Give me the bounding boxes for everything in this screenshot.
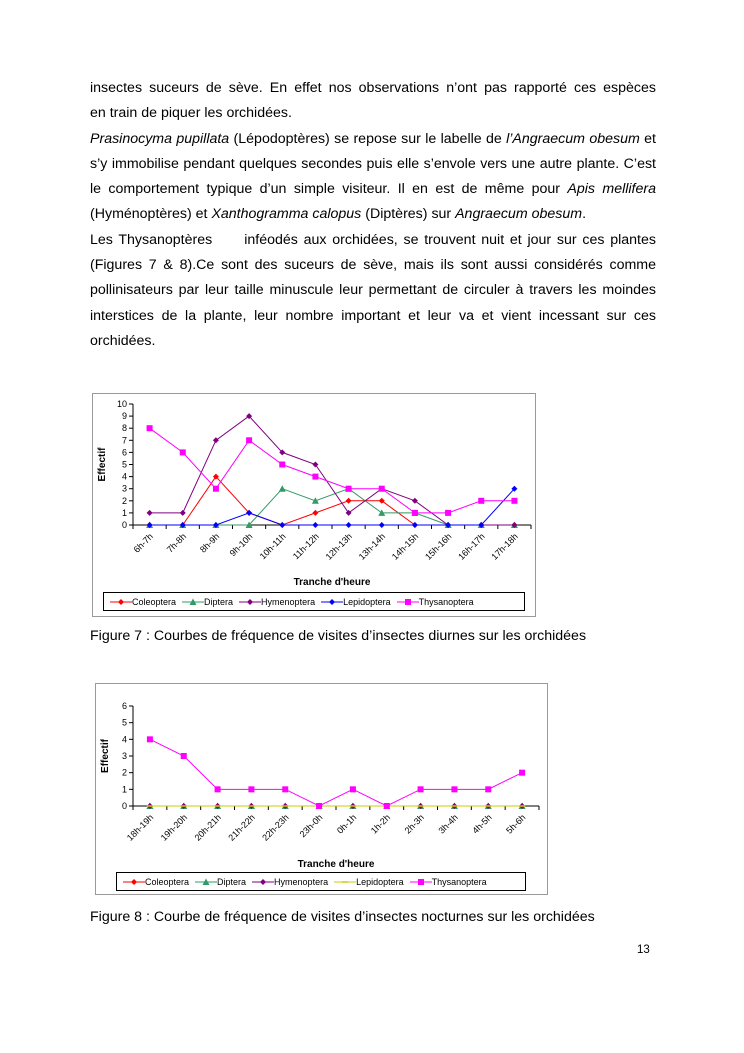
data-point — [147, 510, 153, 516]
x-tick-label: 13h-14h — [356, 531, 388, 562]
legend-marker — [418, 879, 424, 885]
data-point — [180, 449, 186, 455]
species-angraecum-2: Angraecum obesum — [455, 206, 583, 223]
figure-8-plot — [96, 684, 547, 894]
y-tick-label: 9 — [121, 411, 127, 422]
data-point — [312, 497, 319, 504]
data-point — [213, 486, 219, 492]
data-point — [519, 770, 525, 776]
y-tick-label: 4 — [121, 471, 127, 482]
data-point — [350, 786, 356, 792]
species-prasinocyma: Prasinocyma pupillata — [90, 130, 230, 147]
legend-swatch — [123, 877, 145, 887]
x-tick-label: 19h-20h — [158, 812, 190, 843]
data-point — [445, 510, 451, 516]
y-tick-label: 5 — [121, 459, 127, 470]
x-tick-label: 8h-9h — [197, 531, 222, 555]
y-tick-label: 2 — [121, 495, 127, 506]
y-tick-label: 0 — [121, 520, 127, 530]
data-point — [346, 522, 352, 528]
x-tick-label: 1h-2h — [368, 812, 393, 836]
legend-item-coleoptera — [123, 877, 189, 887]
legend-marker — [260, 879, 266, 885]
data-point — [478, 498, 484, 504]
body-text — [90, 76, 656, 354]
legend-item-diptera — [182, 597, 233, 607]
data-point — [379, 486, 385, 492]
figure-7-caption: Figure 7 : Courbes de fréquence de visites d’insectes diurnes sur les orchidées — [90, 628, 587, 644]
data-point — [180, 510, 186, 516]
series-coleoptera — [147, 474, 518, 528]
series-line — [150, 739, 522, 806]
series-thysanoptera — [147, 736, 525, 809]
page-number: 13 — [637, 944, 650, 956]
legend-marker — [247, 599, 253, 605]
legend-swatch — [321, 597, 343, 607]
y-axis-title: Effectif — [100, 739, 111, 773]
legend-swatch — [410, 877, 432, 887]
data-point — [485, 786, 491, 792]
data-point — [316, 803, 322, 809]
legend-item-lepidoptera — [321, 597, 391, 607]
x-tick-label: 5h-6h — [504, 812, 528, 836]
y-tick-label: 4 — [121, 734, 127, 745]
data-point — [312, 462, 318, 468]
legend-label: Thysanoptera — [431, 876, 487, 887]
legend-label: Hymenoptera — [274, 876, 329, 887]
data-point — [384, 803, 390, 809]
legend-label: Diptera — [217, 876, 247, 887]
x-axis-title: Tranche d'heure — [297, 859, 375, 870]
series-line — [150, 477, 515, 525]
x-tick-label: 21h-22h — [226, 812, 257, 843]
legend-marker — [118, 599, 124, 605]
y-tick-label: 2 — [121, 767, 127, 778]
legend-swatch — [195, 877, 217, 887]
legend-marker — [405, 599, 411, 605]
y-tick-label: 3 — [121, 483, 127, 494]
legend-label: Coleoptera — [145, 876, 190, 887]
x-tick-label: 9h-10h — [227, 531, 255, 559]
y-tick-label: 0 — [121, 801, 127, 811]
data-point — [147, 736, 153, 742]
x-tick-label: 4h-5h — [470, 812, 494, 836]
series-line — [150, 428, 515, 513]
legend-label: Coleoptera — [132, 596, 177, 607]
y-tick-label: 6 — [121, 447, 127, 458]
x-tick-label: 6h-7h — [131, 531, 155, 555]
figure-8-caption: Figure 8 : Courbe de fréquence de visites d’insectes nocturnes sur les orchidées — [90, 909, 595, 925]
series-hymenoptera — [147, 413, 518, 528]
paragraph-3-text: inféodés aux orchidées, se trouvent nuit et jour sur ces plantes (Figures 7 & 8).Ce sont des suceurs de sève, mais ils sont aussi considérés comme pollinisateurs par leur taille minuscule leur permettant de circuler à travers les moindes interstices de la plante, leur nombre important et leur va et vient incessant sur ces orchidées. — [90, 231, 656, 349]
paragraph-2-text-1: (Lépodoptères) se repose sur le labelle de — [229, 130, 507, 147]
legend-item-hymenoptera — [239, 597, 315, 607]
y-tick-label: 7 — [121, 435, 127, 446]
x-tick-label: 12h-13h — [323, 531, 354, 562]
paragraph-1 — [90, 76, 656, 101]
x-tick-label: 14h-15h — [389, 531, 421, 562]
data-point — [279, 485, 286, 492]
data-point — [246, 437, 252, 443]
data-point — [312, 474, 318, 480]
axes — [122, 701, 539, 843]
legend-marker — [131, 879, 137, 885]
x-tick-label: 3h-4h — [436, 812, 460, 836]
data-point — [418, 786, 424, 792]
y-tick-label: 6 — [121, 701, 127, 711]
x-tick-label: 15h-16h — [423, 531, 454, 562]
data-point — [248, 786, 254, 792]
legend-item-thysanoptera — [397, 597, 474, 607]
x-tick-label: 10h-11h — [257, 531, 288, 562]
legend-swatch — [110, 597, 132, 607]
y-axis-title: Effectif — [97, 447, 108, 482]
legend-item-coleoptera — [110, 597, 176, 607]
paragraph-3 — [90, 228, 656, 354]
x-tick-label: 7h-8h — [164, 531, 189, 555]
data-point — [312, 510, 318, 516]
x-tick-label: 18h-19h — [124, 812, 156, 843]
paragraph-1-line-1: insectes suceurs de sève. En effet nos observations n’ont pas rapporté ces espèces — [90, 80, 656, 96]
paragraph-2-text-3: (Hyménoptères) et — [90, 206, 212, 223]
x-tick-label: 2h-3h — [402, 812, 426, 836]
species-apis: Apis mellifera — [567, 181, 657, 198]
paragraph-2 — [90, 127, 656, 228]
data-point — [346, 486, 352, 492]
legend-swatch — [252, 877, 274, 887]
legend-marker — [329, 599, 335, 605]
y-tick-label: 1 — [121, 784, 127, 795]
data-point — [282, 786, 288, 792]
figure-7-chart — [92, 393, 536, 617]
legend-label: Lepidoptera — [343, 596, 391, 607]
axes — [117, 399, 531, 562]
legend-item-diptera — [195, 877, 246, 887]
x-tick-label: 20h-21h — [192, 812, 223, 843]
x-tick-label: 17h-18h — [489, 531, 520, 562]
legend-item-hymenoptera — [252, 877, 328, 887]
x-tick-label: 23h-0h — [297, 812, 325, 840]
data-point — [279, 522, 285, 528]
legend-label: Hymenoptera — [261, 596, 316, 607]
figure-8-chart — [95, 683, 548, 895]
x-tick-label: 16h-17h — [456, 531, 487, 562]
x-axis-title: Tranche d'heure — [293, 577, 371, 588]
paragraph-3-start: Les Thysanoptères — [90, 231, 213, 248]
data-point — [412, 510, 418, 516]
legend-item-lepidoptera — [334, 877, 404, 887]
x-tick-label: 22h-23h — [260, 812, 291, 843]
data-point — [511, 498, 517, 504]
legend-label: Thysanoptera — [418, 596, 474, 607]
data-point — [312, 522, 318, 528]
legend-swatch — [334, 877, 356, 887]
legend-swatch — [397, 597, 419, 607]
paragraph-1-end — [90, 101, 656, 126]
y-tick-label: 10 — [116, 399, 127, 409]
data-point — [379, 522, 385, 528]
legend-label: Lepidoptera — [356, 876, 404, 887]
y-tick-label: 3 — [121, 751, 127, 761]
paragraph-1-line-2: en train de piquer les orchidées. — [90, 105, 292, 122]
legend-swatch — [182, 597, 204, 607]
y-tick-label: 1 — [121, 507, 127, 518]
data-point — [346, 498, 352, 504]
data-point — [181, 753, 187, 759]
legend-item-thysanoptera — [410, 877, 487, 887]
y-tick-label: 5 — [121, 717, 127, 728]
data-point — [215, 786, 221, 792]
data-point — [451, 786, 457, 792]
y-tick-label: 8 — [121, 423, 127, 434]
legend-swatch — [239, 597, 261, 607]
species-angraecum-1: l’Angraecum obesum — [506, 130, 640, 147]
legend-label: Diptera — [204, 596, 234, 607]
paragraph-2-text-5: . — [582, 206, 587, 223]
figure-7-legend — [103, 592, 525, 611]
data-point — [147, 425, 153, 431]
paragraph-2-text-2: et s’y immobilise pendant quelques secondes puis elle s’envole vers une autre plante. C’est le comportement typique d’un simple visiteur. Il en est de même pour — [90, 130, 656, 198]
paragraph-2-text-4: (Diptères) sur — [361, 206, 456, 223]
figure-7-plot — [93, 394, 535, 616]
figure-8-legend — [116, 872, 526, 891]
data-point — [279, 462, 285, 468]
x-tick-label: 0h-1h — [334, 812, 359, 836]
species-xanthogramma: Xanthogramma calopus — [211, 206, 362, 223]
x-tick-label: 11h-12h — [290, 531, 321, 562]
